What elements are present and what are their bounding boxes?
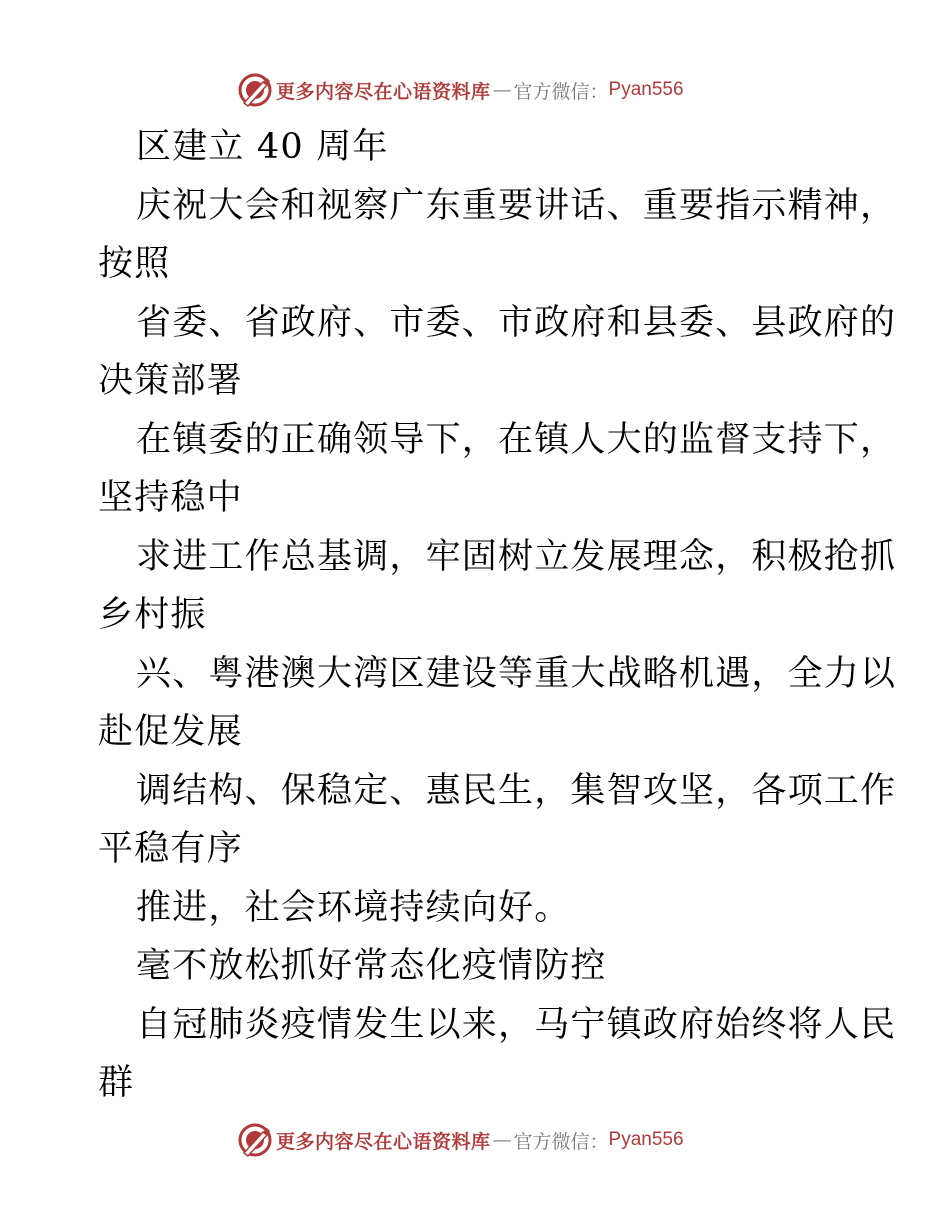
text-line: 求进工作总基调，牢固树立发展理念，积极抢抓 xyxy=(136,536,897,577)
pen-logo-icon xyxy=(238,1123,272,1157)
text-line: 调结构、保稳定、惠民生，集智攻坚，各项工作 xyxy=(136,770,897,811)
text-line: 坚持稳中 xyxy=(98,478,243,518)
text-line: 群 xyxy=(98,1063,135,1103)
text-line: 平稳有序 xyxy=(98,829,243,869)
section-heading: 毫不放松抓好常态化疫情防控 xyxy=(136,946,607,986)
text-line: 庆祝大会和视察广东重要讲话、重要指示精神， xyxy=(136,185,897,226)
text-line: 赴促发展 xyxy=(98,712,243,752)
footer-watermark xyxy=(238,1122,684,1158)
watermark-label: 官方微信： xyxy=(513,1130,609,1153)
watermark-brand: 更多内容尽在心语资料库 xyxy=(276,80,491,103)
pen-logo-icon xyxy=(238,73,272,107)
text-line: 乡村振 xyxy=(98,595,207,635)
watermark-id: Pyan556 xyxy=(608,1129,684,1150)
text-line: 自冠肺炎疫情发生以来，马宁镇政府始终将人民 xyxy=(136,1004,897,1045)
watermark-id: Pyan556 xyxy=(608,79,684,100)
watermark-dash: — xyxy=(492,79,512,101)
text-line: 兴、粤港澳大湾区建设等重大战略机遇，全力以 xyxy=(136,653,897,694)
watermark-label: 官方微信： xyxy=(513,80,609,103)
text-line: 推进，社会环境持续向好。 xyxy=(136,887,571,928)
text-line: 区建立 40 周年 xyxy=(136,127,389,167)
text-line: 决策部署 xyxy=(98,361,243,401)
body-text xyxy=(98,118,897,1113)
text-line: 在镇委的正确领导下，在镇人大的监督支持下， xyxy=(136,419,897,460)
text-line: 按照 xyxy=(98,244,171,284)
watermark-brand: 更多内容尽在心语资料库 xyxy=(276,1130,491,1153)
text-line: 省委、省政府、市委、市政府和县委、县政府的 xyxy=(136,302,897,343)
watermark-dash: — xyxy=(492,1129,512,1151)
header-watermark xyxy=(238,72,684,108)
